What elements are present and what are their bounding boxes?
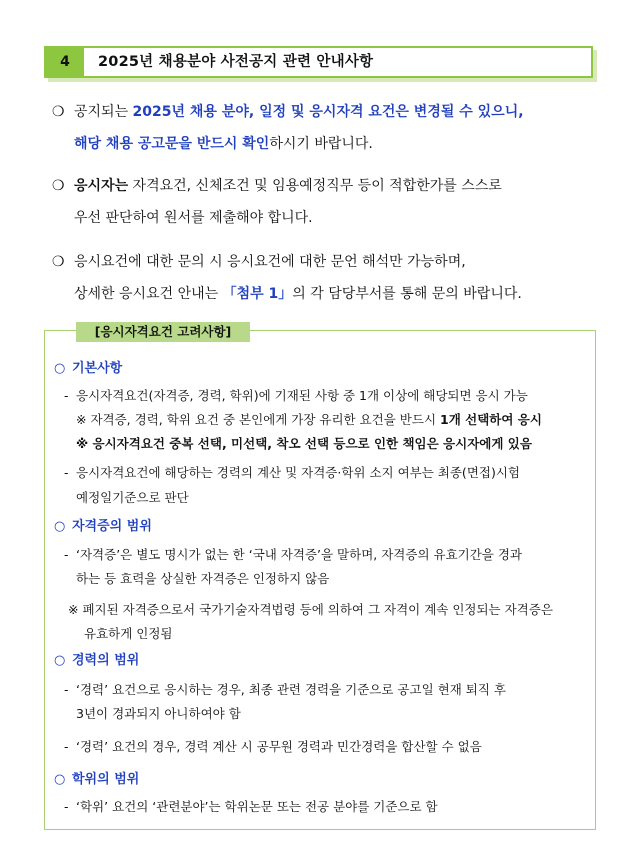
dash-mark: - [64, 799, 69, 814]
basic-paragraph-2-line-2: 예정일기준으로 판단 [76, 490, 189, 505]
section-degree-label: 학위의 범위 [72, 772, 140, 787]
section-basic-label: 기본사항 [72, 361, 123, 376]
bullet-2-line-2: 우선 판단하여 원서를 제출해야 합니다. [74, 210, 313, 226]
basic-paragraph-2 [64, 463, 520, 481]
attachment-reference: 「첨부 1」 [222, 286, 293, 302]
basic-note-1-text: ※ 자격증, 경력, 학위 요건 중 본인에게 가장 유리한 요건을 반드시 [76, 412, 441, 427]
career-paragraph-1-line-2: 3년이 경과되지 아니하여야 함 [76, 706, 241, 721]
basic-paragraph-1 [64, 386, 528, 404]
bullet-3 [52, 246, 602, 310]
section-number: 4 [46, 48, 84, 76]
career-paragraph-1 [64, 680, 506, 698]
cert-note-line-1: ※ 폐지된 자격증으로서 국가기술자격법령 등에 의하여 그 자격이 계속 인정되는 자격증은 [68, 602, 553, 617]
cert-paragraph-1 [64, 545, 522, 563]
circle-bullet-icon: ❍ [52, 254, 65, 270]
bullet-2 [52, 170, 602, 234]
dash-mark: - [64, 465, 69, 480]
degree-paragraph-1-text: ‘학위’ 요건의 ‘관련분야’는 학위논문 또는 전공 분야를 기준으로 함 [76, 799, 438, 814]
basic-paragraph-2-line-1: 응시자격요건에 해당하는 경력의 계산 및 자격증·학위 소지 여부는 최종(면접)시험 [76, 465, 520, 480]
considerations-tag: [응시자격요건 고려사항] [76, 322, 250, 342]
bullet-1 [52, 96, 602, 160]
section-career-label: 경력의 범위 [72, 653, 140, 668]
career-paragraph-2-text: ‘경력’ 요건의 경우, 경력 계산 시 공무원 경력과 민간경력을 합산할 수 없음 [76, 739, 482, 754]
bullet-2-bold: 응시자는 [74, 178, 129, 194]
section-basic-title [54, 357, 122, 376]
basic-note-2: ※ 응시자격요건 중복 선택, 미선택, 착오 선택 등으로 인한 책임은 응시자에게 있음 [76, 436, 532, 451]
bullet-3-post: 의 각 담당부서를 통해 문의 바랍니다. [292, 286, 522, 302]
bullet-1-highlight-2: 해당 채용 공고문을 반드시 확인 [74, 136, 270, 152]
bullet-3-line-1: 응시요건에 대한 문의 시 응시요건에 대한 문언 해석만 가능하며, [74, 254, 466, 270]
section-title: 2025년 채용분야 사전공지 관련 안내사항 [98, 54, 374, 70]
section-cert-title [54, 515, 152, 534]
dash-mark: - [64, 682, 69, 697]
career-paragraph-1-line-1: ‘경력’ 요건으로 응시하는 경우, 최종 관련 경력을 기준으로 공고일 현재 퇴직 후 [76, 682, 506, 697]
section-career-title [54, 649, 139, 668]
circle-bullet-icon: ○ [54, 653, 66, 668]
circle-bullet-icon: ❍ [52, 104, 65, 120]
section-degree-title [54, 768, 139, 787]
cert-paragraph-1-line-1: ‘자격증’은 별도 명시가 없는 한 ‘국내 자격증’을 말하며, 자격증의 유효기간을 경과 [76, 547, 523, 562]
dash-mark: - [64, 388, 69, 403]
section-header [44, 46, 593, 78]
basic-note-1 [76, 410, 542, 428]
bullet-3-pre: 상세한 응시요건 안내는 [74, 286, 223, 302]
bullet-1-pre: 공지되는 [74, 104, 133, 120]
circle-bullet-icon: ○ [54, 519, 66, 534]
career-paragraph-2 [64, 737, 482, 755]
circle-bullet-icon: ❍ [52, 178, 65, 194]
circle-bullet-icon: ○ [54, 772, 66, 787]
section-cert-label: 자격증의 범위 [72, 519, 152, 534]
degree-paragraph-1 [64, 797, 438, 815]
cert-note-line-2: 유효하게 인정됨 [84, 626, 173, 641]
basic-note-1-bold: 1개 선택하여 응시 [440, 412, 542, 427]
bullet-2-line-1: 자격요건, 신체조건 및 임용예정직무 등이 적합한가를 스스로 [128, 178, 502, 194]
dash-mark: - [64, 739, 69, 754]
cert-paragraph-1-line-2: 하는 등 효력을 상실한 자격증은 인정하지 않음 [76, 571, 330, 586]
dash-mark: - [64, 547, 69, 562]
circle-bullet-icon: ○ [54, 361, 66, 376]
bullet-1-post: 하시기 바랍니다. [269, 136, 373, 152]
basic-paragraph-1-text: 응시자격요건(자격증, 경력, 학위)에 기재된 사항 중 1개 이상에 해당되면 응시 가능 [76, 388, 528, 403]
bullet-1-highlight-1: 2025년 채용 분야, 일정 및 응시자격 요건은 변경될 수 있으니, [132, 104, 524, 120]
